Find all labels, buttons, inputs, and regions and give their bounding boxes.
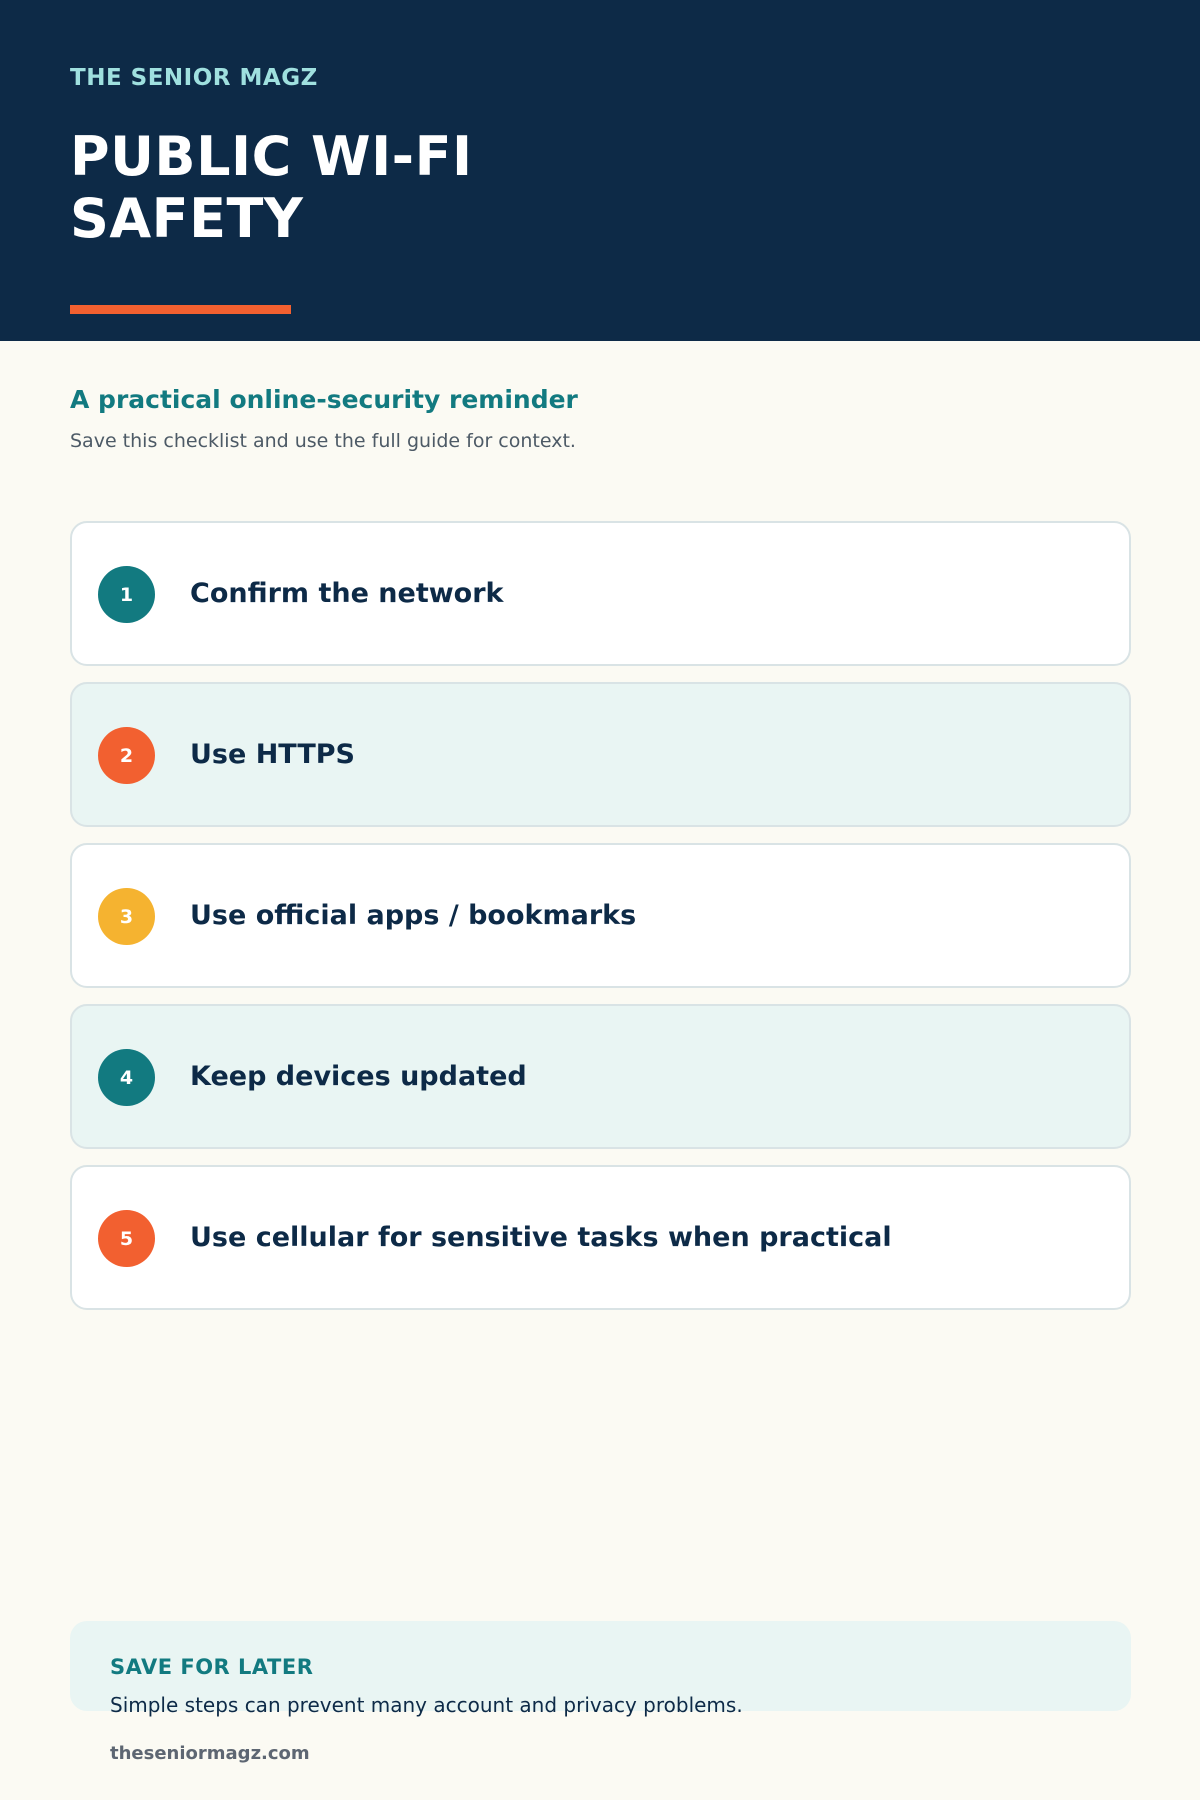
checklist-item <box>70 1004 1131 1149</box>
save-for-later-title: SAVE FOR LATER <box>110 1655 314 1679</box>
save-for-later-text: Simple steps can prevent many account and privacy problems. <box>110 1693 743 1717</box>
checklist-item-label: Use HTTPS <box>190 739 355 770</box>
checklist-item <box>70 843 1131 988</box>
checklist-item-label: Confirm the network <box>190 578 504 609</box>
checklist-item <box>70 1165 1131 1310</box>
checklist-item <box>70 682 1131 827</box>
page-title: PUBLIC WI-FI SAFETY <box>70 125 473 250</box>
step-number-badge: 1 <box>98 566 155 623</box>
step-number-badge: 5 <box>98 1210 155 1267</box>
checklist <box>70 521 1131 1326</box>
section-subtitle: A practical online-security reminder <box>70 385 578 414</box>
step-number-badge: 2 <box>98 727 155 784</box>
checklist-item-label: Use cellular for sensitive tasks when practical <box>190 1222 892 1253</box>
checklist-item-label: Use official apps / bookmarks <box>190 900 637 931</box>
title-underline-accent <box>70 305 291 314</box>
header-banner <box>0 0 1200 341</box>
intro-text: Save this checklist and use the full guide for context. <box>70 430 576 452</box>
step-number-badge: 3 <box>98 888 155 945</box>
checklist-item <box>70 521 1131 666</box>
checklist-item-label: Keep devices updated <box>190 1061 527 1092</box>
brand-name: THE SENIOR MAGZ <box>70 65 318 91</box>
step-number-badge: 4 <box>98 1049 155 1106</box>
website-url: theseniormagz.com <box>110 1743 310 1764</box>
